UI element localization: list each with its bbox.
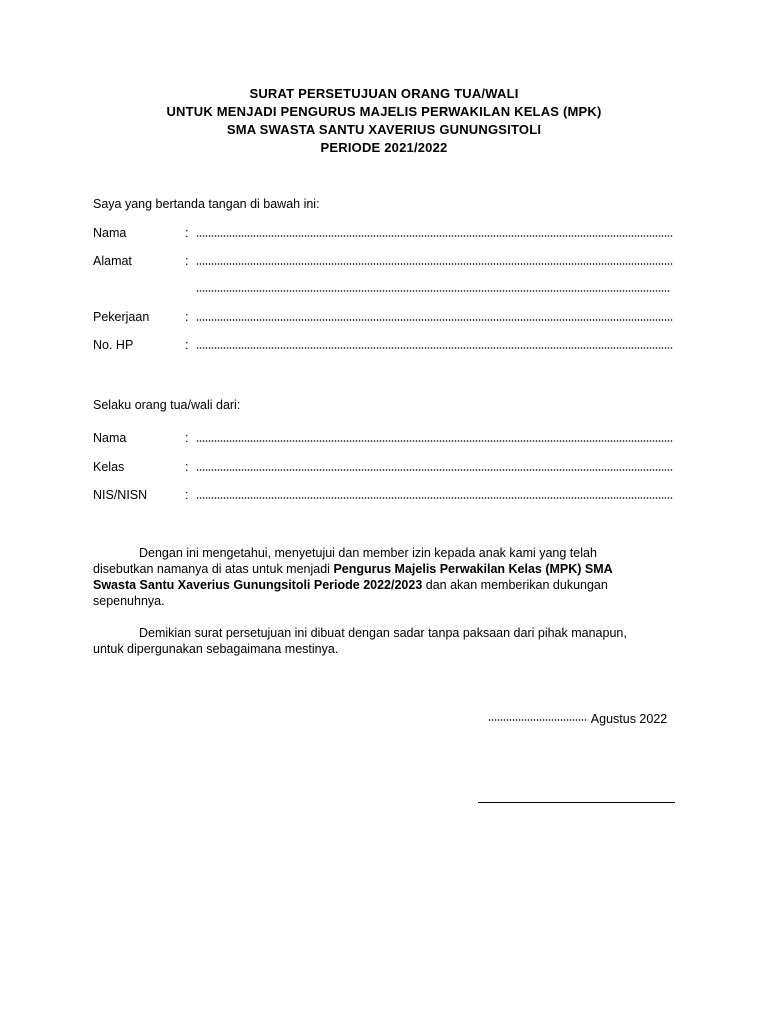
field-colon: : <box>185 460 189 474</box>
dotted-fill-line <box>196 347 673 349</box>
dotted-fill-line <box>196 469 673 471</box>
parent-name-field[interactable] <box>93 226 683 242</box>
dotted-fill-line <box>196 235 673 237</box>
child-nisn-field[interactable] <box>93 488 683 504</box>
dotted-fill-line <box>196 497 673 499</box>
field-colon: : <box>185 254 189 268</box>
intro-text: Saya yang bertanda tangan di bawah ini: <box>93 197 320 211</box>
consent-text-a: Dengan ini mengetahui, menyetujui dan member izin kepada anak kami yang telah disebutkan namanya di atas untuk menjadi <box>93 546 597 576</box>
field-colon: : <box>185 488 189 502</box>
title-line-2: UNTUK MENJADI PENGURUS MAJELIS PERWAKILAN KELAS (MPK) <box>166 104 602 119</box>
closing-text: Demikian surat persetujuan ini dibuat dengan sadar tanpa paksaan dari pihak manapun, untuk dipergunakan sebagaimana mestinya. <box>93 626 627 656</box>
place-dotted-fill[interactable] <box>488 719 588 721</box>
field-label: Kelas <box>93 460 125 474</box>
title-line-1: SURAT PERSETUJUAN ORANG TUA/WALI <box>249 86 519 101</box>
parent-occupation-field[interactable] <box>93 310 683 326</box>
child-class-field[interactable] <box>93 460 683 476</box>
title-line-3: SMA SWASTA SANTU XAVERIUS GUNUNGSITOLI <box>226 122 542 137</box>
consent-paragraph <box>93 545 653 609</box>
field-label: NIS/NISN <box>93 488 148 502</box>
title-line-4: PERIODE 2021/2022 <box>320 140 448 155</box>
date-suffix: Agustus 2022 <box>590 712 668 726</box>
field-colon: : <box>185 431 189 445</box>
date-line <box>488 712 667 726</box>
parent-phone-field[interactable] <box>93 338 683 354</box>
child-intro-text: Selaku orang tua/wali dari: <box>93 398 241 412</box>
parent-address-field[interactable] <box>93 254 683 270</box>
field-label: Nama <box>93 226 127 240</box>
child-name-field[interactable] <box>93 431 683 447</box>
closing-paragraph <box>93 625 653 657</box>
field-label: No. HP <box>93 338 134 352</box>
signature-line[interactable] <box>478 802 675 803</box>
field-label: Pekerjaan <box>93 310 150 324</box>
dotted-fill-line <box>196 263 673 265</box>
address-second-line[interactable] <box>196 290 671 292</box>
field-colon: : <box>185 338 189 352</box>
field-colon: : <box>185 226 189 240</box>
field-label: Alamat <box>93 254 132 268</box>
dotted-fill-line <box>196 319 673 321</box>
consent-text-b: dan akan memberikan dukungan sepenuhnya. <box>93 578 608 608</box>
dotted-fill-line <box>196 440 673 442</box>
field-colon: : <box>185 310 189 324</box>
consent-text-bold: Pengurus Majelis Perwakilan Kelas (MPK) SMA Swasta Santu Xaverius Gunungsitoli Periode 2022/2023 <box>93 562 613 592</box>
field-label: Nama <box>93 431 127 445</box>
